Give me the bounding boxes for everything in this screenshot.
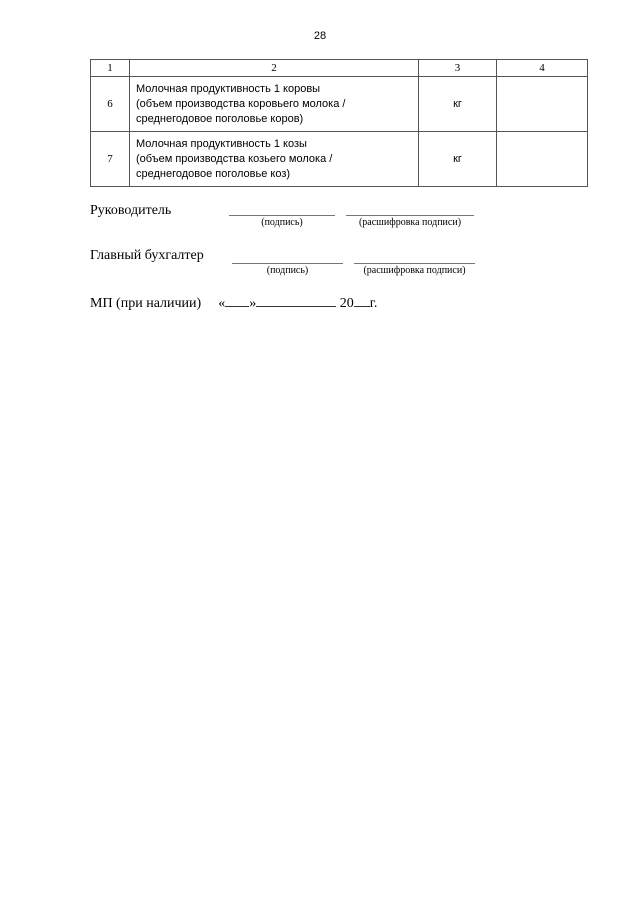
date-close-quote: » <box>249 296 257 311</box>
head-signature-line[interactable] <box>229 215 335 216</box>
head-decoding-line[interactable] <box>346 215 474 216</box>
table-row <box>91 77 588 132</box>
table-row <box>91 132 588 187</box>
stamp-date-row <box>90 294 377 312</box>
indicator-name-line: Молочная продуктивность 1 коровы <box>136 82 321 95</box>
chief-accountant-signature-line[interactable] <box>232 263 343 264</box>
unit-cell: кг <box>419 132 497 187</box>
year-field[interactable] <box>354 294 370 307</box>
unit-cell: кг <box>419 77 497 132</box>
head-signature-caption: (подпись) <box>261 217 303 228</box>
chief-accountant-decoding-caption: (расшифровка подписи) <box>363 265 466 276</box>
indicator-name <box>130 77 419 132</box>
month-field[interactable] <box>256 294 336 307</box>
year-suffix: г. <box>369 296 378 311</box>
row-number: 7 <box>91 132 130 187</box>
indicator-name-line: среднегодовое поголовье коров) <box>136 112 304 125</box>
column-header: 3 <box>419 60 497 77</box>
indicator-name-line: (объем производства коровьего молока / <box>136 97 346 110</box>
indicator-name-line: среднегодовое поголовье коз) <box>136 167 291 180</box>
page-number: 28 <box>313 30 327 42</box>
stamp-label: МП (при наличии) <box>90 296 202 311</box>
head-decoding-caption: (расшифровка подписи) <box>358 217 462 228</box>
indicator-name <box>130 132 419 187</box>
value-cell[interactable] <box>497 77 588 132</box>
chief-accountant-label: Главный бухгалтер <box>90 248 204 263</box>
head-label: Руководитель <box>90 203 172 218</box>
year-prefix: 20 <box>339 296 354 311</box>
value-cell[interactable] <box>497 132 588 187</box>
indicator-name-line: Молочная продуктивность 1 козы <box>136 137 307 150</box>
productivity-table <box>90 59 588 187</box>
chief-accountant-signature-caption: (подпись) <box>266 265 309 276</box>
column-header: 1 <box>91 60 130 77</box>
row-number: 6 <box>91 77 130 132</box>
indicator-name-line: (объем производства козьего молока / <box>136 152 333 165</box>
date-open-quote: « <box>218 296 226 311</box>
table-header-row <box>91 60 588 77</box>
day-field[interactable] <box>225 294 249 307</box>
column-header: 2 <box>130 60 419 77</box>
column-header: 4 <box>497 60 588 77</box>
chief-accountant-decoding-line[interactable] <box>354 263 475 264</box>
